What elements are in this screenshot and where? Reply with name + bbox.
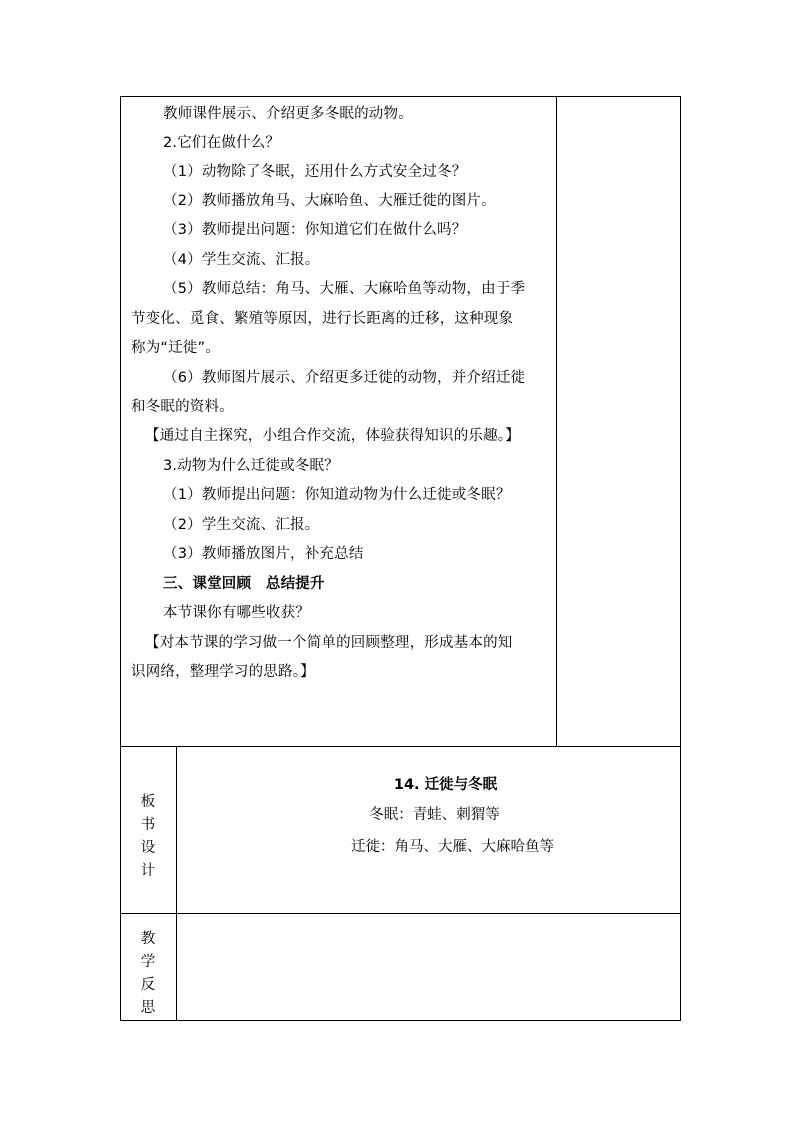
process-line-4: （2）教师播放角马、大麻哈鱼、大雁迁徙的图片。 [163,193,496,209]
process-line-2: 2.它们在做什么？ [163,135,281,151]
process-line-3: （1）动物除了冬眠，还用什么方式安全过冬？ [163,164,467,180]
board-row-migrate: 迁徙：角马、大雁、大麻哈鱼等 [351,839,554,855]
board-label-char-2: 书 [140,817,156,833]
process-line-12: 【通过自主探究，小组合作交流，体验获得知识的乐趣。】 [145,428,520,444]
process-line-13: 3.动物为什么迁徙或冬眠？ [163,458,339,474]
process-line-20: 识网络，整理学习的思路。】 [131,664,315,680]
process-line-14: （1）教师提出问题：你知道动物为什么迁徙或冬眠？ [163,487,511,503]
process-section-heading: 三、课堂回顾 总结提升 [163,576,325,592]
process-line-11: 和冬眠的资料。 [131,399,234,415]
process-line-19: 【对本节课的学习做一个简单的回顾整理，形成基本的知 [145,635,513,651]
board-label-char-3: 设 [140,840,156,856]
process-line-10: （6）教师图片展示、介绍更多迁徙的动物，并介绍迁徙 [163,370,526,386]
process-column-divider [556,96,557,747]
process-line-7: （5）教师总结：角马、大雁、大麻哈鱼等动物，由于季 [163,281,526,297]
board-label-char-1: 板 [140,794,156,810]
process-line-6: （4）学生交流、汇报。 [163,252,320,268]
board-design-content [177,776,680,794]
board-design-label [120,791,176,883]
process-line-9: 称为“迁徙”。 [131,340,220,356]
board-label-char-4: 计 [140,863,156,879]
board-title: 14. 迁徙与冬眠 [393,777,498,793]
reflection-label-char-2: 学 [140,954,156,970]
board-row-hibernate: 冬眠：青蛙、刺猬等 [369,807,500,823]
board-row-top-border [120,746,681,747]
board-row-hibernate-wrap [177,806,680,824]
reflection-label-char-4: 思 [140,1000,156,1016]
board-row-migrate-wrap [177,838,680,856]
process-line-18: 本节课你有哪些收获？ [163,605,310,621]
reflection-label-char-3: 反 [140,977,156,993]
reflection-row-top-border [120,913,681,914]
process-line-8: 节变化、觅食、繁殖等原因，进行长距离的迁移，这种现象 [131,311,514,327]
table-right-border [680,96,681,1021]
reflection-label [120,928,176,1020]
process-line-15: （2）学生交流、汇报。 [163,517,320,533]
table-top-border [120,96,681,97]
reflection-label-char-1: 教 [140,931,156,947]
process-line-16: （3）教师播放图片，补充总结 [163,546,364,562]
process-line-1: 教师课件展示、介绍更多冬眠的动物。 [163,106,413,122]
process-line-5: （3）教师提出问题：你知道它们在做什么吗？ [163,222,467,238]
table-bottom-border [120,1020,681,1021]
